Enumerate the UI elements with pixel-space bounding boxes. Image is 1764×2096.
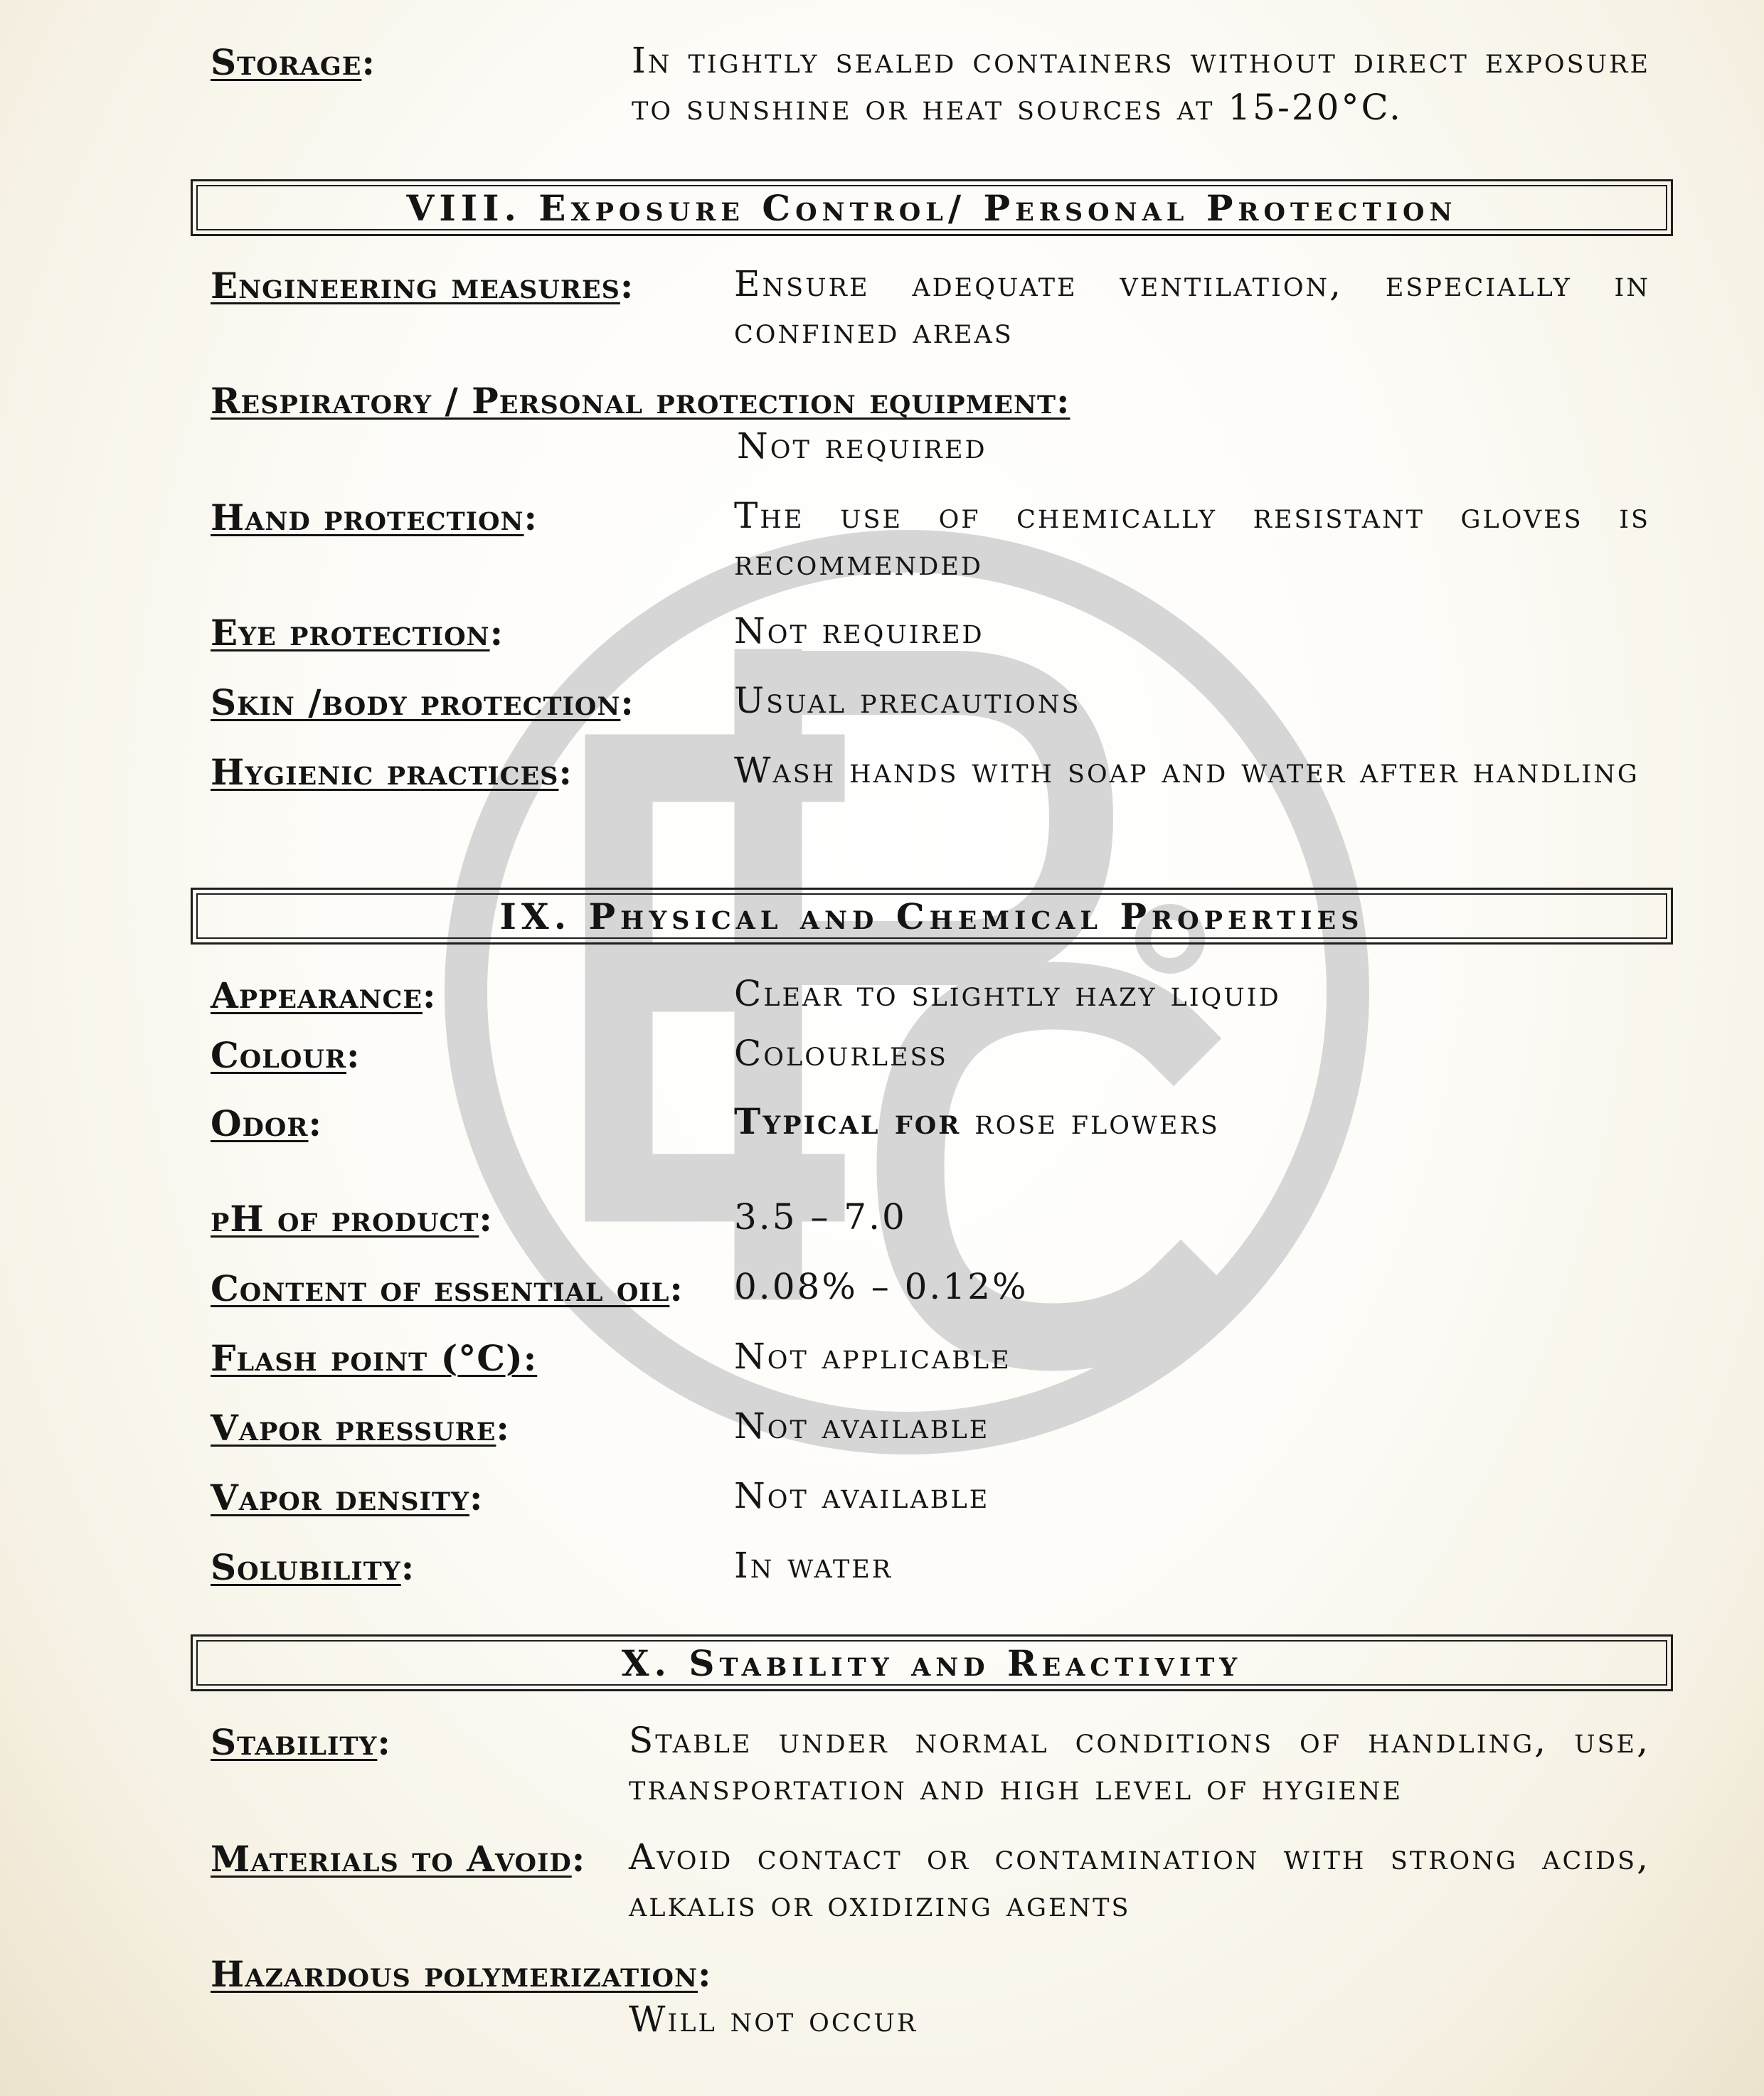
storage-label: Storage: bbox=[211, 41, 376, 83]
solubility-label: Solubility: bbox=[211, 1546, 415, 1588]
odor-label: Odor: bbox=[211, 1102, 322, 1144]
odor-value-rest: rose flowers bbox=[961, 1101, 1220, 1142]
vapor-pressure-value: Not available bbox=[734, 1405, 990, 1447]
section-viii-title: VIII. Exposure Control/ Personal Protection bbox=[406, 187, 1457, 229]
odor-value bbox=[734, 1098, 1220, 1145]
essential-oil-value: 0.08% – 0.12% bbox=[734, 1266, 1029, 1307]
colour-value: Colourless bbox=[734, 1033, 948, 1074]
colour-label: Colour: bbox=[211, 1034, 361, 1076]
appearance-label: Appearance: bbox=[211, 974, 437, 1016]
vapor-density-label: Vapor density: bbox=[211, 1477, 484, 1518]
materials-to-avoid-label: Materials to Avoid: bbox=[211, 1838, 586, 1880]
ph-label: pH of product: bbox=[211, 1198, 493, 1240]
hand-protection-value: The use of chemically resistant gloves is recommended bbox=[734, 495, 1650, 583]
hazardous-polymerization-label: Hazardous polymerization: bbox=[211, 1953, 712, 1995]
eye-protection-label: Eye protection: bbox=[211, 612, 504, 654]
solubility-value: In water bbox=[734, 1545, 893, 1586]
vapor-pressure-label: Vapor pressure: bbox=[211, 1407, 510, 1449]
flash-point-label: Flash point (°C): bbox=[211, 1337, 538, 1379]
section-viii-header bbox=[191, 179, 1673, 236]
appearance-value: Clear to slightly hazy liquid bbox=[734, 973, 1281, 1014]
skin-body-protection-value: Usual precautions bbox=[734, 680, 1081, 721]
respiratory-protection-value: Not required bbox=[737, 425, 987, 467]
engineering-measures-label: Engineering measures: bbox=[211, 265, 634, 307]
stability-label: Stability: bbox=[211, 1721, 391, 1763]
stability-value: Stable under normal conditions of handling, use, transportation and high level of hygiene bbox=[629, 1720, 1650, 1808]
hygienic-practices-value: Wash hands with soap and water after handling bbox=[734, 750, 1640, 791]
engineering-measures-value: Ensure adequate ventilation, especially in confined areas bbox=[734, 263, 1650, 351]
odor-value-bold: Typical for bbox=[734, 1100, 962, 1142]
flash-point-value: Not applicable bbox=[734, 1336, 1011, 1377]
materials-to-avoid-value: Avoid contact or contamination with strong acids, alkalis or oxidizing agents bbox=[629, 1836, 1650, 1925]
respiratory-protection-label: Respiratory / Personal protection equipment: bbox=[211, 380, 1070, 422]
section-x-title: X. Stability and Reactivity bbox=[621, 1642, 1243, 1684]
vapor-density-value: Not available bbox=[734, 1475, 990, 1516]
essential-oil-label: Content of essential oil: bbox=[211, 1267, 684, 1309]
section-ix-header bbox=[191, 888, 1673, 945]
section-x-header bbox=[191, 1634, 1673, 1691]
hand-protection-label: Hand protection: bbox=[211, 496, 538, 538]
skin-body-protection-label: Skin /body protection: bbox=[211, 681, 634, 723]
hazardous-polymerization-value: Will not occur bbox=[629, 1999, 918, 2040]
eye-protection-value: Not required bbox=[734, 610, 984, 651]
section-ix-title: IX. Physical and Chemical Properties bbox=[499, 895, 1364, 937]
storage-value: In tightly sealed containers without direct exposure to sunshine or heat sources at 15-20°C. bbox=[632, 40, 1650, 128]
hygienic-practices-label: Hygienic practices: bbox=[211, 751, 573, 793]
ph-value: 3.5 – 7.0 bbox=[734, 1196, 907, 1238]
